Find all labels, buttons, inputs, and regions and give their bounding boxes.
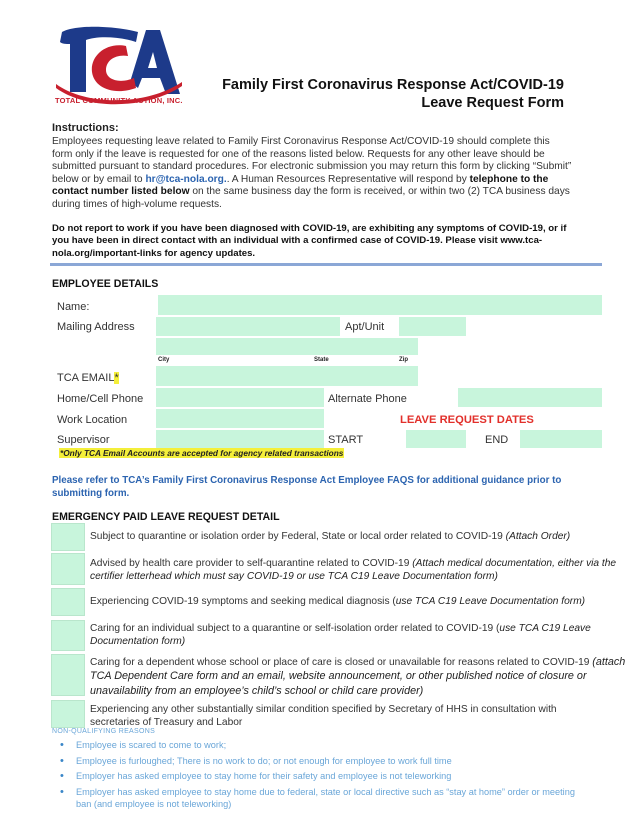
instructions-text-3: on the same business day the form is received, or within two (2) TCA business days during times of high-volume requests. bbox=[52, 186, 570, 210]
option-quarantine-order bbox=[90, 530, 630, 543]
non-qualifying-list bbox=[60, 739, 580, 814]
option-checkbox-caring-individual[interactable] bbox=[51, 620, 85, 651]
end-label: END bbox=[485, 434, 509, 446]
option-caring-dependent bbox=[90, 655, 630, 698]
emergency-leave-heading: EMERGENCY PAID LEAVE REQUEST DETAIL bbox=[52, 511, 280, 523]
faq-reference: Please refer to TCA’s Family First Coronavirus Response Act Employee FAQS for additional guidance prior to submitting form. bbox=[52, 475, 562, 499]
mailing-address-label: Mailing Address bbox=[57, 321, 135, 333]
tca-email-label-text: TCA EMAIL bbox=[57, 372, 115, 384]
option-text: Caring for a dependent whose school or place of care is closed or unavailable for reasons related to COVID-19 bbox=[90, 657, 593, 668]
work-location-field[interactable] bbox=[156, 409, 324, 428]
option-checkbox-quarantine-order[interactable] bbox=[51, 523, 85, 551]
work-location-label: Work Location bbox=[57, 414, 128, 426]
phone-label: Home/Cell Phone bbox=[57, 393, 144, 405]
state-sublabel: State bbox=[314, 357, 329, 363]
covid-warning: Do not report to work if you have been diagnosed with COVID-19, are exhibiting any symptoms of COVID-19, or if you have been in direct contact with an individual with a confirmed case of COVID-19. Please visit www.tca-nola.org/important-links for agency updates. bbox=[52, 223, 567, 259]
option-text: Experiencing any other substantially similar condition specified by Secretary of HHS in consultation with secretaries of Treasury and Labor bbox=[90, 704, 557, 729]
option-note: (Attach Order) bbox=[505, 531, 571, 542]
leave-dates-heading: LEAVE REQUEST DATES bbox=[400, 414, 534, 426]
list-item: • Employee is scared to come to work; bbox=[60, 739, 580, 752]
end-date-field[interactable] bbox=[520, 430, 602, 448]
instructions-text-1: Employees requesting leave related to Family First Coronavirus Response Act/COVID-19 should complete this form only if the leave is requested for one of the reasons listed below. Requests for any other leave should be submitted pursuant to standard procedures. For electronic submission you may return this form by clicking “Submit” below or by email to bbox=[52, 136, 572, 185]
option-caring-individual bbox=[90, 622, 630, 649]
instructions-bold-phrase: telephone to the contact number listed below bbox=[52, 173, 549, 198]
employee-details-heading: EMPLOYEE DETAILS bbox=[52, 278, 159, 290]
form-title-line1: Family First Coronavirus Response Act/COVID-19 bbox=[222, 77, 564, 93]
option-note: (Attach medical documentation, either via the certifier letterhead which must say COVID-19 or use TCA C19 Leave Documentation form) bbox=[90, 558, 617, 583]
city-state-zip-field[interactable] bbox=[156, 338, 418, 355]
option-text: Advised by health care provider to self-quarantine related to COVID-19 bbox=[90, 558, 413, 569]
alternate-phone-label: Alternate Phone bbox=[328, 393, 407, 405]
option-checkbox-caring-dependent[interactable] bbox=[51, 654, 85, 696]
form-title-line2: Leave Request Form bbox=[421, 95, 564, 111]
start-date-field[interactable] bbox=[406, 430, 466, 448]
option-text: Experiencing COVID-19 symptoms and seeking medical diagnosis ( bbox=[90, 596, 396, 607]
supervisor-label: Supervisor bbox=[57, 434, 110, 446]
option-note: use TCA C19 Leave Documentation form) bbox=[90, 623, 591, 648]
option-text: Caring for an individual subject to a quarantine or self-isolation order related to COVID-19 ( bbox=[90, 623, 500, 634]
option-checkbox-other-condition[interactable] bbox=[51, 700, 85, 728]
supervisor-field[interactable] bbox=[156, 430, 324, 448]
logo-tagline: TOTAL COMMUNITY ACTION, INC. bbox=[55, 96, 183, 105]
form-title bbox=[222, 76, 564, 112]
option-other-condition bbox=[90, 703, 590, 730]
option-text: Subject to quarantine or isolation order by Federal, State or local order related to COVID-19 bbox=[90, 531, 506, 542]
section-divider bbox=[50, 263, 602, 266]
email-footnote: *Only TCA Email Accounts are accepted for agency related transactions bbox=[60, 448, 344, 458]
option-note: use TCA C19 Leave Documentation form) bbox=[395, 596, 586, 607]
list-item: • Employee is furloughed; There is no work to do; or not enough for employee to work full time bbox=[60, 755, 580, 768]
name-field[interactable] bbox=[158, 295, 602, 315]
phone-field[interactable] bbox=[156, 388, 324, 407]
option-note: (attach TCA Dependent Care form and an email, website announcement, or other published notice of closure or unavailability from an employee’s child’s school or child care provider) bbox=[90, 656, 626, 697]
instructions-text-2: . A Human Resources Representative will respond by bbox=[226, 173, 470, 185]
apt-unit-field[interactable] bbox=[399, 317, 466, 336]
hr-email-link[interactable]: hr@tca-nola.org. bbox=[145, 173, 227, 185]
option-checkbox-provider-advised[interactable] bbox=[51, 553, 85, 585]
option-symptoms bbox=[90, 595, 630, 608]
tca-email-label bbox=[57, 372, 119, 384]
apt-unit-label: Apt/Unit bbox=[345, 321, 385, 333]
alternate-phone-field[interactable] bbox=[458, 388, 602, 407]
instructions-heading: Instructions: bbox=[52, 122, 119, 134]
name-label: Name: bbox=[57, 301, 90, 313]
non-qualifying-heading: NON-QUALIFYING REASONS bbox=[52, 728, 156, 735]
option-provider-advised bbox=[90, 557, 630, 584]
city-sublabel: City bbox=[158, 357, 170, 363]
tca-email-field[interactable] bbox=[156, 366, 418, 386]
start-label: START bbox=[328, 434, 364, 446]
list-item: • Employer has asked employee to stay home for their safety and employee is not teleworking bbox=[60, 770, 580, 783]
option-checkbox-symptoms[interactable] bbox=[51, 588, 85, 616]
tca-email-required-star: * bbox=[114, 372, 119, 384]
zip-sublabel: Zip bbox=[399, 357, 408, 363]
instructions-body bbox=[52, 136, 572, 212]
mailing-address-field[interactable] bbox=[156, 317, 340, 336]
list-item: • Employer has asked employee to stay home due to federal, state or local directive such as “stay at home” order or meeting ban (and employee is not teleworking) bbox=[60, 786, 580, 811]
